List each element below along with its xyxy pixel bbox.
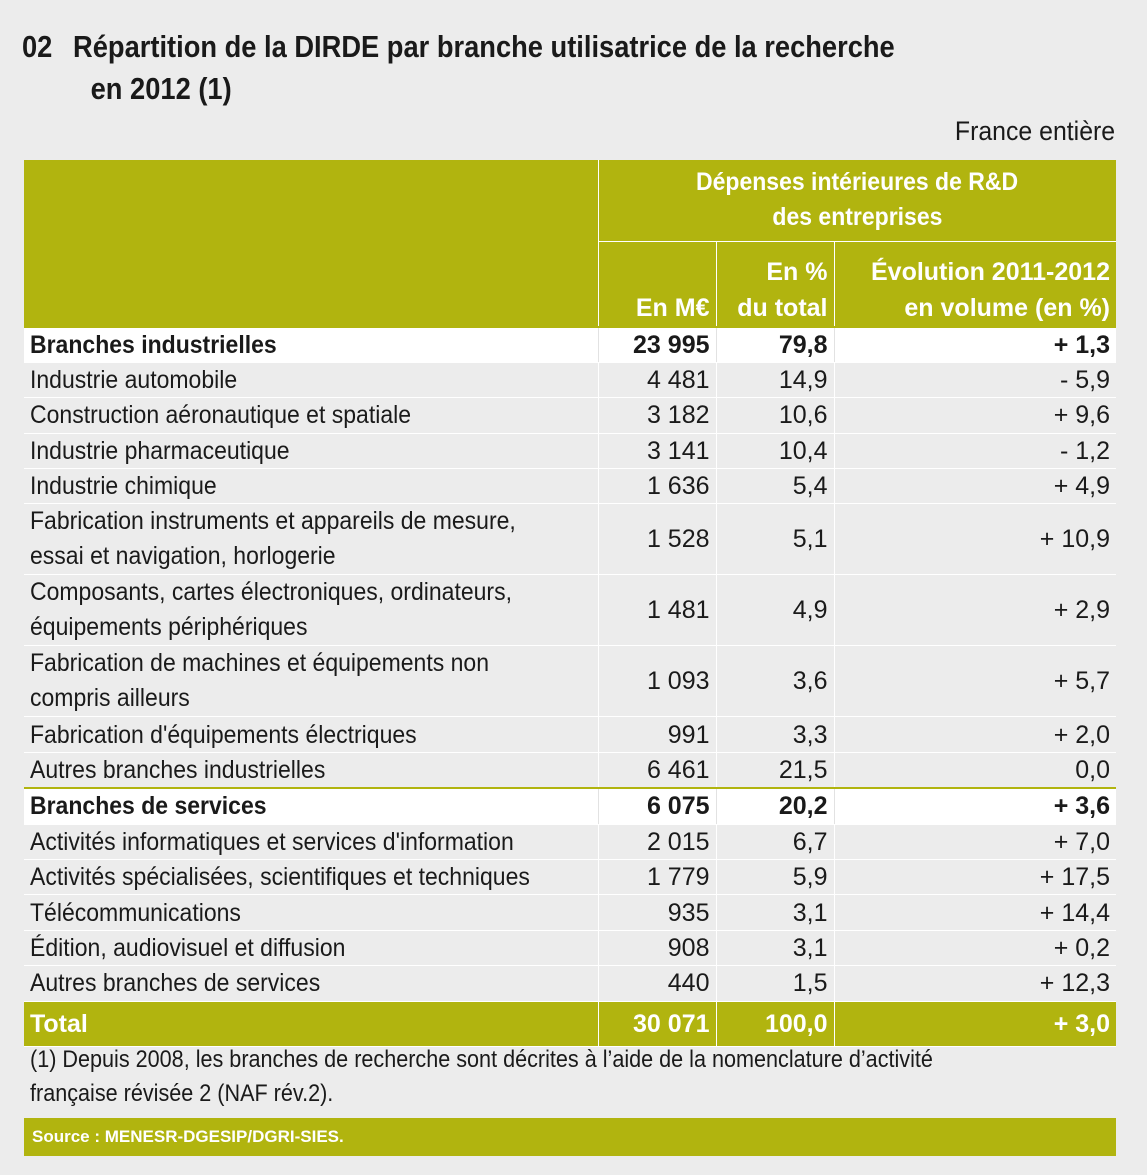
row-meur: [598, 966, 716, 1001]
row-label: [24, 327, 598, 363]
row-evo-value: + 2,9: [1053, 595, 1110, 624]
row-meur-value: 935: [667, 898, 710, 927]
header-col-pct-line-1: En %: [766, 257, 828, 286]
table-row: [24, 860, 1116, 895]
row-label-line-1: Fabrication de machines et équipements non: [30, 649, 490, 678]
row-evo: [834, 327, 1116, 363]
row-evo-value: + 9,6: [1053, 401, 1110, 430]
row-evo: [834, 824, 1116, 859]
row-pct: [716, 895, 834, 930]
table-row: [24, 824, 1116, 859]
header-col-evo-line-1: Évolution 2011-2012: [870, 257, 1110, 286]
scope-label: France entière: [954, 116, 1115, 146]
row-label-line-1: Branches de services: [30, 792, 267, 821]
row-pct-value: 10,4: [778, 436, 828, 465]
row-label-line-1: Construction aéronautique et spatiale: [30, 401, 412, 430]
row-label: [24, 752, 598, 788]
row-label: [24, 824, 598, 859]
row-label-line-1: Industrie chimique: [30, 472, 217, 501]
row-evo: [834, 895, 1116, 930]
row-label-line-1: Activités spécialisées, scientifiques et techniques: [30, 863, 530, 892]
row-meur: [598, 895, 716, 930]
row-evo: [834, 966, 1116, 1001]
row-label-line-2: essai et navigation, horlogerie: [30, 542, 336, 571]
table-row: [24, 469, 1116, 504]
row-meur: [598, 752, 716, 788]
header-col-evo-line-2: en volume (en %): [904, 293, 1110, 322]
row-evo: [834, 930, 1116, 965]
table-row: [24, 575, 1116, 646]
row-evo: [834, 398, 1116, 433]
row-pct: [716, 575, 834, 646]
row-meur: [598, 398, 716, 433]
row-meur-value: 440: [667, 969, 710, 998]
row-evo-value: + 10,9: [1039, 524, 1110, 553]
header-empty-cell: [24, 160, 598, 327]
table-row: [24, 788, 1116, 824]
row-evo-value: + 2,0: [1053, 720, 1110, 749]
row-pct: [716, 717, 834, 752]
row-pct-value: 4,9: [792, 595, 828, 624]
header-col-meur: [598, 241, 716, 327]
table-row: [24, 966, 1116, 1001]
row-label: [24, 575, 598, 646]
row-label: [24, 930, 598, 965]
row-label: [24, 966, 598, 1001]
row-meur: [598, 504, 716, 575]
row-meur-value: 908: [667, 933, 710, 962]
data-table: [24, 160, 1116, 1047]
row-pct-value: 3,6: [792, 666, 828, 695]
row-pct-value: 3,3: [792, 720, 828, 749]
table-row: [24, 327, 1116, 363]
row-meur-value: 1 636: [646, 472, 710, 501]
row-label-line-1: Composants, cartes électroniques, ordinateurs,: [30, 578, 512, 607]
row-pct: [716, 824, 834, 859]
row-evo-value: + 17,5: [1039, 863, 1110, 892]
row-label-line-2: compris ailleurs: [30, 684, 190, 713]
table-row: [24, 398, 1116, 433]
row-meur-value: 2 015: [646, 827, 710, 856]
table-row: [24, 504, 1116, 575]
header-row-group: [24, 160, 1116, 241]
row-label: [24, 646, 598, 717]
table-row: [24, 895, 1116, 930]
row-pct-value: 3,1: [792, 898, 828, 927]
row-pct-value: 5,4: [792, 472, 828, 501]
row-meur-value: 3 182: [646, 401, 710, 430]
row-meur: [598, 433, 716, 468]
row-label-line-1: Télécommunications: [30, 898, 241, 927]
row-pct-value: 3,1: [792, 933, 828, 962]
row-pct-value: 10,6: [778, 401, 828, 430]
header-col-pct: [716, 241, 834, 327]
footnote-line-2: française révisée 2 (NAF rév.2).: [30, 1080, 334, 1107]
header-group-line-2: des entreprises: [772, 203, 943, 232]
row-evo-value: + 4,9: [1053, 472, 1110, 501]
header-group-cell: [598, 160, 1116, 241]
row-meur: [598, 930, 716, 965]
row-meur-value: 3 141: [646, 436, 710, 465]
header-col-meur-label: En M€: [635, 293, 710, 322]
row-label-line-1: Activités informatiques et services d'information: [30, 827, 514, 856]
row-label-line-1: Édition, audiovisuel et diffusion: [30, 933, 346, 962]
row-label-line-1: Autres branches industrielles: [30, 756, 326, 785]
table-row: [24, 752, 1116, 788]
row-meur: [598, 717, 716, 752]
row-meur-value: 1 093: [646, 666, 710, 695]
row-pct: [716, 433, 834, 468]
row-label: [24, 362, 598, 397]
row-label-line-1: Autres branches de services: [30, 969, 321, 998]
row-evo: [834, 504, 1116, 575]
row-meur: [598, 575, 716, 646]
row-pct: [716, 966, 834, 1001]
row-meur-value: 1 779: [646, 863, 710, 892]
row-pct-value: 14,9: [778, 366, 828, 395]
row-meur-value: 1 481: [646, 595, 710, 624]
row-evo: [834, 860, 1116, 895]
row-evo: [834, 362, 1116, 397]
header-group-line-1: Dépenses intérieures de R&D: [696, 168, 1019, 197]
title-line-2: en 2012 (1): [90, 71, 232, 106]
row-evo-value: 0,0: [1075, 756, 1110, 785]
row-label: [24, 433, 598, 468]
row-label-line-1: Fabrication instruments et appareils de mesure,: [30, 507, 516, 536]
row-label-line-1: Industrie pharmaceutique: [30, 436, 290, 465]
row-evo-value: + 5,7: [1053, 666, 1110, 695]
header-col-pct-line-2: du total: [737, 293, 828, 322]
table-row: [24, 362, 1116, 397]
row-evo-value: + 7,0: [1053, 827, 1110, 856]
row-meur-value: 6 461: [646, 756, 710, 785]
row-meur: [598, 860, 716, 895]
row-label-line-1: Branches industrielles: [30, 330, 277, 359]
row-label: [24, 469, 598, 504]
row-pct: [716, 504, 834, 575]
row-label: [24, 398, 598, 433]
title-line-1: Répartition de la DIRDE par branche utilisatrice de la recherche: [73, 29, 895, 64]
row-evo-value: + 0,2: [1053, 933, 1110, 962]
footnote-line-1: (1) Depuis 2008, les branches de recherche sont décrites à l’aide de la nomenclature d’activité: [30, 1046, 933, 1073]
row-meur-value: 991: [667, 720, 710, 749]
row-pct-value: 20,2: [778, 792, 828, 821]
table-body: [24, 327, 1116, 1002]
footnote: [30, 1043, 1002, 1111]
source-bar: Source : MENESR-DGESIP/DGRI-SIES.: [24, 1118, 1116, 1156]
row-meur-value: 1 528: [646, 524, 710, 553]
total-pct: 100,0: [716, 1001, 834, 1046]
row-pct-value: 1,5: [792, 969, 828, 998]
row-evo: [834, 469, 1116, 504]
row-meur: [598, 646, 716, 717]
row-evo-value: - 5,9: [1059, 366, 1110, 395]
row-label-line-1: Industrie automobile: [30, 366, 238, 395]
row-label: [24, 717, 598, 752]
row-pct-value: 6,7: [792, 827, 828, 856]
row-meur: [598, 824, 716, 859]
row-evo: [834, 717, 1116, 752]
total-label: Total: [24, 1001, 598, 1046]
row-meur: [598, 327, 716, 363]
table-number: 02: [22, 29, 53, 64]
total-evo: + 3,0: [834, 1001, 1116, 1046]
row-label-line-1: Fabrication d'équipements électriques: [30, 720, 417, 749]
row-meur: [598, 788, 716, 824]
header-col-evo: [834, 241, 1116, 327]
row-pct: [716, 788, 834, 824]
table-row: [24, 930, 1116, 965]
row-label: [24, 895, 598, 930]
row-evo-value: + 3,6: [1053, 792, 1110, 821]
row-pct-value: 5,9: [792, 863, 828, 892]
row-evo-value: + 1,3: [1053, 330, 1110, 359]
row-label: [24, 788, 598, 824]
row-meur-value: 23 995: [633, 330, 710, 359]
total-row: [24, 1001, 1116, 1046]
row-pct-value: 21,5: [778, 756, 828, 785]
page-title: [22, 26, 990, 110]
row-pct: [716, 398, 834, 433]
row-label: [24, 504, 598, 575]
row-pct: [716, 930, 834, 965]
row-pct: [716, 327, 834, 363]
row-evo-value: - 1,2: [1059, 436, 1110, 465]
row-label: [24, 860, 598, 895]
row-pct: [716, 860, 834, 895]
row-evo: [834, 575, 1116, 646]
row-evo: [834, 752, 1116, 788]
row-meur: [598, 469, 716, 504]
table-row: [24, 646, 1116, 717]
row-pct: [716, 362, 834, 397]
table-row: [24, 717, 1116, 752]
total-meur: 30 071: [598, 1001, 716, 1046]
row-meur-value: 4 481: [646, 366, 710, 395]
row-evo-value: + 14,4: [1039, 898, 1110, 927]
row-evo: [834, 788, 1116, 824]
row-evo-value: + 12,3: [1039, 969, 1110, 998]
row-meur: [598, 362, 716, 397]
row-pct-value: 5,1: [792, 524, 828, 553]
row-pct: [716, 752, 834, 788]
row-evo: [834, 433, 1116, 468]
table-row: [24, 433, 1116, 468]
row-label-line-2: équipements périphériques: [30, 613, 308, 642]
row-evo: [834, 646, 1116, 717]
row-pct-value: 79,8: [778, 330, 828, 359]
row-pct: [716, 469, 834, 504]
row-pct: [716, 646, 834, 717]
row-meur-value: 6 075: [646, 792, 710, 821]
